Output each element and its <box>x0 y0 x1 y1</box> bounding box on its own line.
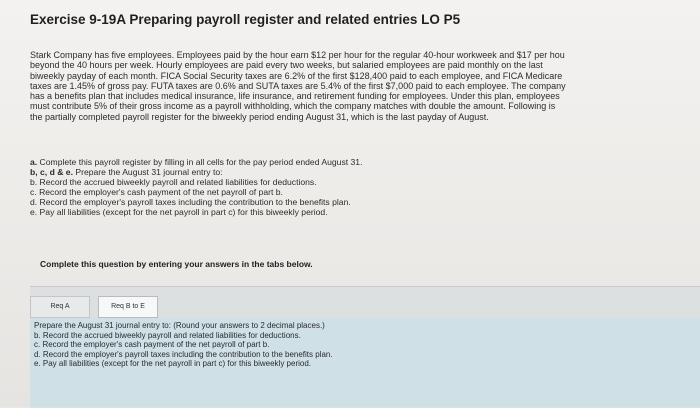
problem-line: the partially completed payroll register for the biweekly period ending August 31, which is the last payday of August. <box>30 111 489 122</box>
instruction-line: c. Record the employer's cash payment of the net payroll of part b. <box>34 340 270 350</box>
instruction-line: b. Record the accrued biweekly payroll and related liabilities for deductions. <box>34 330 301 340</box>
task-item <box>30 157 630 167</box>
tab-req-b-to-e[interactable]: Req B to E <box>98 296 158 318</box>
problem-line: biweekly payday of each month. FICA Social Security taxes are 6.2% of the first $128,400 paid to each employee, and FICA Medicare <box>30 70 563 81</box>
task-prefix: a. <box>30 157 38 167</box>
exercise-title: Exercise 9-19A Preparing payroll register and related entries LO P5 <box>30 12 461 27</box>
task-item: d. Record the employer's payroll taxes including the contribution to the benefits plan. <box>30 197 351 207</box>
task-item: b. Record the accrued biweekly payroll and related liabilities for deductions. <box>30 177 317 187</box>
tab-req-a[interactable]: Req A <box>30 296 90 318</box>
task-text: Complete this payroll register by filling in all cells for the pay period ended August 31. <box>37 157 363 167</box>
problem-line: taxes are 1.45% of gross pay. FUTA taxes are 0.6% and SUTA taxes are 5.4% of the first $7,000 paid to each employee. The company <box>30 80 566 91</box>
task-item <box>30 167 630 177</box>
problem-line: Stark Company has five employees. Employees paid by the hour earn $12 per hour for the regular 40-hour workweek and $17 per hou <box>30 50 565 60</box>
instruction-line: Prepare the August 31 journal entry to: (Round your answers to 2 decimal places.) <box>34 321 325 330</box>
problem-line: beyond the 40 hours per week. Hourly employees are paid every two weeks, but salaried employees are paid monthly on the last <box>30 60 543 71</box>
complete-instruction: Complete this question by entering your answers in the tabs below. <box>40 259 313 269</box>
problem-line: has a benefits plan that includes medical insurance, life insurance, and retirement funding for employees. Under this plan, employees <box>30 91 560 102</box>
tab-instructions <box>34 321 634 369</box>
instruction-line: e. Pay all liabilities (except for the net payroll in part c) for this biweekly period. <box>34 359 312 369</box>
task-list <box>30 157 630 217</box>
task-text: Prepare the August 31 journal entry to: <box>72 167 223 177</box>
problem-description <box>30 50 695 122</box>
task-item: c. Record the employer's cash payment of the net payroll of part b. <box>30 187 283 197</box>
problem-line: must contribute 5% of their gross income as a payroll withholding, which the company matches with double the amount. Following is <box>30 101 556 112</box>
task-prefix: b, c, d & e. <box>30 167 73 177</box>
instruction-line: d. Record the employer's payroll taxes including the contribution to the benefits plan. <box>34 349 333 359</box>
task-item: e. Pay all liabilities (except for the net payroll in part c) for this biweekly period. <box>30 207 328 217</box>
